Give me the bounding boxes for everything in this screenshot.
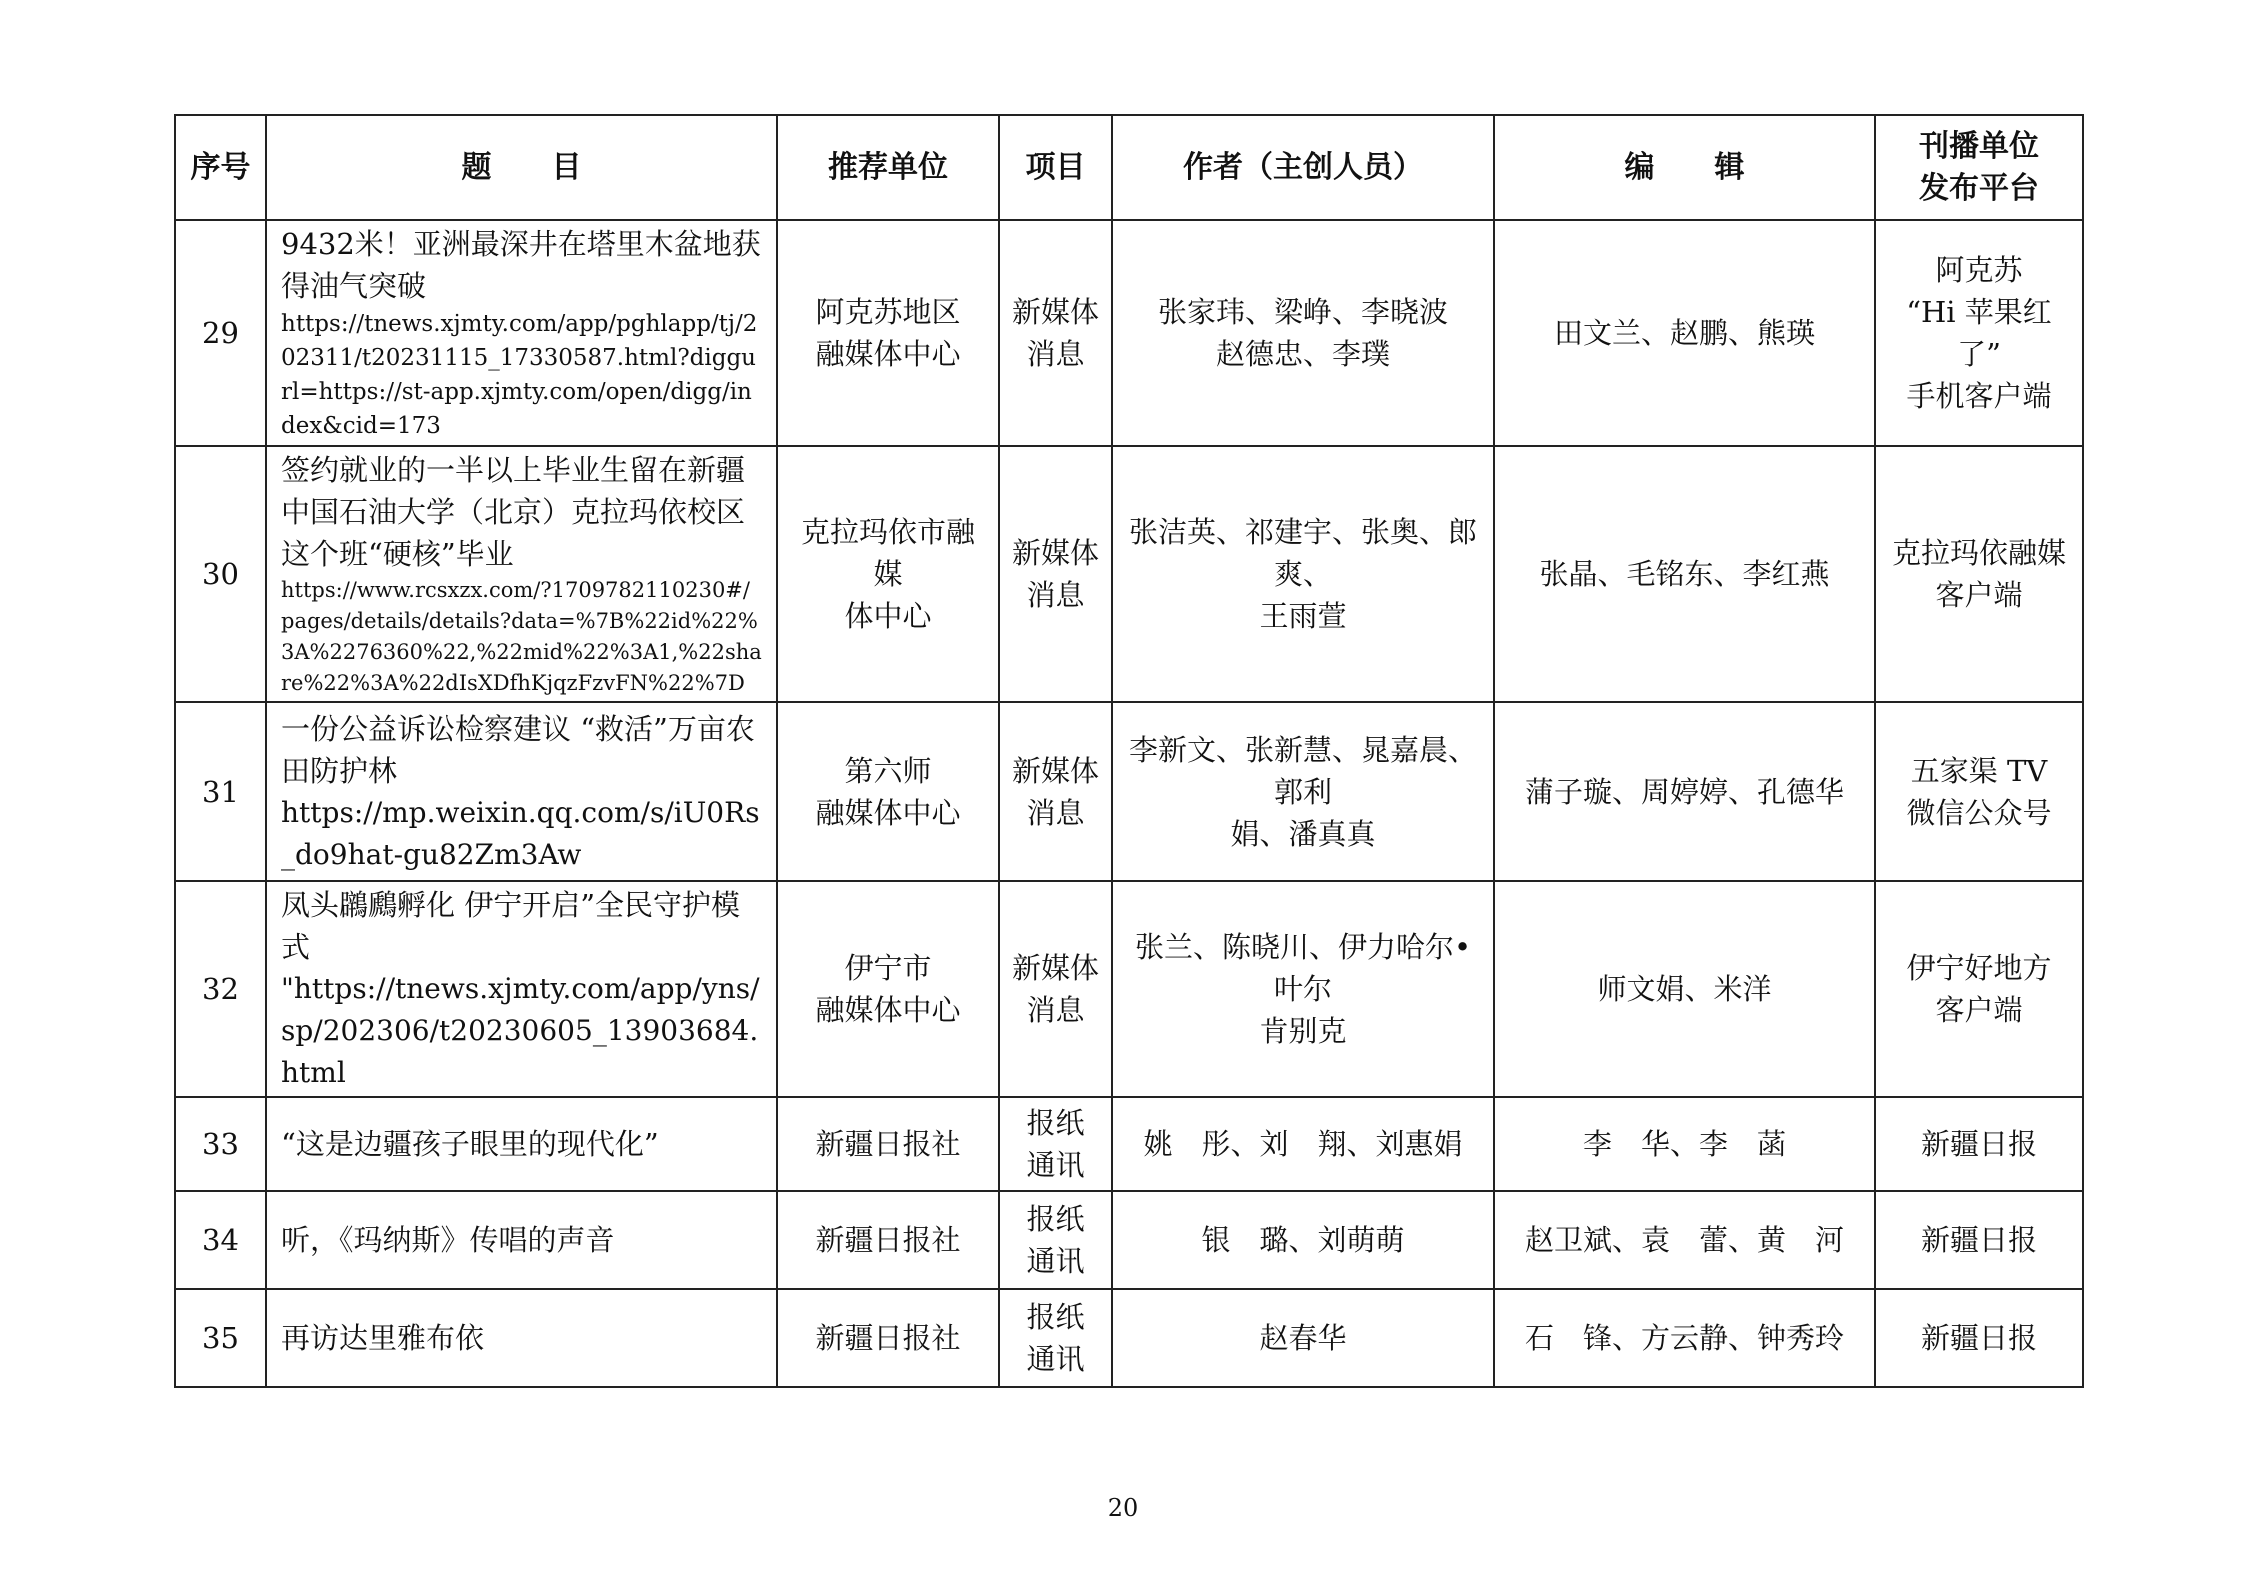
item-line: 通讯 xyxy=(1026,1244,1085,1278)
platform-line: 伊宁好地方 xyxy=(1906,951,2052,985)
item-line: 消息 xyxy=(1026,993,1085,1027)
entry-title: 听，《玛纳斯》传唱的声音 xyxy=(281,1223,615,1257)
unit-cell xyxy=(777,702,999,881)
row-number: 32 xyxy=(175,881,266,1097)
editor-cell: 田文兰、赵鹏、熊瑛 xyxy=(1494,220,1875,446)
author-cell xyxy=(1112,446,1494,702)
unit-line: 伊宁市 xyxy=(844,951,932,985)
item-line: 新媒体 xyxy=(1011,295,1099,329)
item-cell xyxy=(999,1289,1112,1387)
author-line: 王雨萱 xyxy=(1259,599,1347,633)
entry-url[interactable]: https://mp.weixin.qq.com/s/iU0Rs_do9hat-gu82Zm3Aw xyxy=(281,795,760,871)
item-line: 消息 xyxy=(1026,578,1085,612)
entry-title: 9432米！亚洲最深井在塔里木盆地获得油气突破 xyxy=(281,227,761,303)
platform-cell xyxy=(1875,446,2083,702)
author-cell xyxy=(1112,220,1494,446)
platform-cell: 新疆日报 xyxy=(1875,1191,2083,1289)
unit-cell xyxy=(777,446,999,702)
editor-cell: 石 锋、方云静、钟秀玲 xyxy=(1494,1289,1875,1387)
platform-cell xyxy=(1875,220,2083,446)
author-cell: 银 璐、刘萌萌 xyxy=(1112,1191,1494,1289)
item-cell xyxy=(999,881,1112,1097)
item-line: 报纸 xyxy=(1026,1106,1085,1140)
title-cell xyxy=(266,1191,777,1289)
header-editor: 编 辑 xyxy=(1494,115,1875,220)
item-cell xyxy=(999,1191,1112,1289)
title-cell xyxy=(266,220,777,446)
entry-title: 再访达里雅布依 xyxy=(281,1321,485,1355)
header-platform-line1: 刊播单位 xyxy=(1919,128,2039,164)
author-line: 张兰、陈晓川、伊力哈尔•叶尔 xyxy=(1134,930,1472,1006)
item-line: 消息 xyxy=(1026,337,1085,371)
entry-url[interactable]: https://www.rcsxzx.com/?1709782110230#/pages/details/details?data=%7B%22id%22%3A%2276360%22,%22mid%22%3A1,%22share%22%3A%22dIsXDfhKjqzFzvFN%22%7D xyxy=(281,578,762,695)
entry-url[interactable]: https://tnews.xjmty.com/app/pghlapp/tj/202311/t20231115_17330587.html?diggurl=https://st-app.xjmty.com/open/digg/index&cid=173 xyxy=(281,311,758,439)
table-row xyxy=(175,1289,2083,1387)
platform-line: 五家渠 TV xyxy=(1910,753,2048,788)
page-number: 20 xyxy=(1107,1494,1139,1522)
table-row xyxy=(175,220,2083,446)
editor-cell: 张晶、毛铭东、李红燕 xyxy=(1494,446,1875,702)
platform-cell xyxy=(1875,702,2083,881)
unit-cell: 新疆日报社 xyxy=(777,1191,999,1289)
platform-line: 手机客户端 xyxy=(1906,379,2052,413)
title-cell xyxy=(266,881,777,1097)
row-number: 30 xyxy=(175,446,266,702)
row-number: 35 xyxy=(175,1289,266,1387)
item-line: 通讯 xyxy=(1026,1342,1085,1376)
table-row xyxy=(175,1191,2083,1289)
platform-line: 阿克苏 xyxy=(1935,253,2023,287)
entry-url[interactable]: "https://tnews.xjmty.com/app/yns/sp/202306/t20230605_13903684.html xyxy=(281,972,760,1089)
platform-line: 克拉玛依融媒 xyxy=(1891,536,2066,570)
unit-cell xyxy=(777,220,999,446)
entry-title: 凤头鸊鷉孵化 伊宁开启”全民守护模式 xyxy=(281,888,741,964)
table-row xyxy=(175,881,2083,1097)
unit-line: 融媒体中心 xyxy=(815,993,961,1027)
item-line: 通讯 xyxy=(1026,1148,1085,1182)
unit-line: 阿克苏地区 xyxy=(815,295,961,329)
author-line: 张家玮、梁峥、李晓波 xyxy=(1157,295,1448,329)
header-no: 序号 xyxy=(175,115,266,220)
unit-cell xyxy=(777,881,999,1097)
item-line: 报纸 xyxy=(1026,1202,1085,1236)
author-cell xyxy=(1112,881,1494,1097)
unit-line: 第六师 xyxy=(844,753,932,788)
title-cell xyxy=(266,446,777,702)
item-line: 报纸 xyxy=(1026,1300,1085,1334)
platform-line: 客户端 xyxy=(1935,993,2023,1027)
header-unit: 推荐单位 xyxy=(777,115,999,220)
entry-title: “这是边疆孩子眼里的现代化” xyxy=(281,1127,659,1161)
platform-cell xyxy=(1875,881,2083,1097)
editor-cell: 蒲子璇、周婷婷、孔德华 xyxy=(1494,702,1875,881)
title-cell xyxy=(266,1289,777,1387)
unit-line: 体中心 xyxy=(844,599,932,633)
author-line: 娟、潘真真 xyxy=(1230,816,1376,851)
platform-cell: 新疆日报 xyxy=(1875,1289,2083,1387)
unit-cell: 新疆日报社 xyxy=(777,1289,999,1387)
author-line: 赵德忠、李璞 xyxy=(1215,337,1390,371)
author-cell: 姚 彤、刘 翔、刘惠娟 xyxy=(1112,1097,1494,1191)
editor-cell: 师文娟、米洋 xyxy=(1494,881,1875,1097)
editor-cell: 李 华、李 菡 xyxy=(1494,1097,1875,1191)
unit-cell: 新疆日报社 xyxy=(777,1097,999,1191)
row-number: 34 xyxy=(175,1191,266,1289)
item-line: 新媒体 xyxy=(1011,536,1099,570)
platform-line: 微信公众号 xyxy=(1906,795,2052,830)
row-number: 33 xyxy=(175,1097,266,1191)
author-line: 张洁英、祁建宇、张奥、郎爽、 xyxy=(1128,515,1477,591)
header-platform xyxy=(1875,115,2083,220)
table-header-row xyxy=(175,115,2083,220)
table-row xyxy=(175,702,2083,881)
awards-table xyxy=(174,114,2084,1388)
platform-cell: 新疆日报 xyxy=(1875,1097,2083,1191)
author-line: 肯别克 xyxy=(1259,1014,1347,1048)
unit-line: 融媒体中心 xyxy=(815,337,961,371)
item-line: 新媒体 xyxy=(1011,951,1099,985)
entry-title: 一份公益诉讼检察建议 “救活”万亩农田防护林 xyxy=(281,711,755,788)
author-cell: 赵春华 xyxy=(1112,1289,1494,1387)
row-number: 31 xyxy=(175,702,266,881)
title-cell xyxy=(266,702,777,881)
unit-line: 克拉玛依市融媒 xyxy=(800,515,975,591)
item-line: 消息 xyxy=(1026,795,1085,830)
entry-title: 签约就业的一半以上毕业生留在新疆 中国石油大学（北京）克拉玛依校区这个班“硬核”毕业 xyxy=(281,453,746,571)
editor-cell: 赵卫斌、袁 蕾、黄 河 xyxy=(1494,1191,1875,1289)
header-item: 项目 xyxy=(999,115,1112,220)
header-platform-line2: 发布平台 xyxy=(1919,170,2039,206)
item-cell xyxy=(999,446,1112,702)
author-line: 李新文、张新慧、晁嘉晨、郭利 xyxy=(1128,732,1477,809)
table-row xyxy=(175,1097,2083,1191)
row-number: 29 xyxy=(175,220,266,446)
header-author: 作者（主创人员） xyxy=(1112,115,1494,220)
unit-line: 融媒体中心 xyxy=(815,795,961,830)
author-cell xyxy=(1112,702,1494,881)
platform-line: 客户端 xyxy=(1935,578,2023,612)
item-cell xyxy=(999,1097,1112,1191)
platform-line: “Hi 苹果红了” xyxy=(1906,295,2052,371)
item-line: 新媒体 xyxy=(1011,753,1099,788)
table-row xyxy=(175,446,2083,702)
item-cell xyxy=(999,220,1112,446)
title-cell xyxy=(266,1097,777,1191)
header-title: 题 目 xyxy=(266,115,777,220)
item-cell xyxy=(999,702,1112,881)
